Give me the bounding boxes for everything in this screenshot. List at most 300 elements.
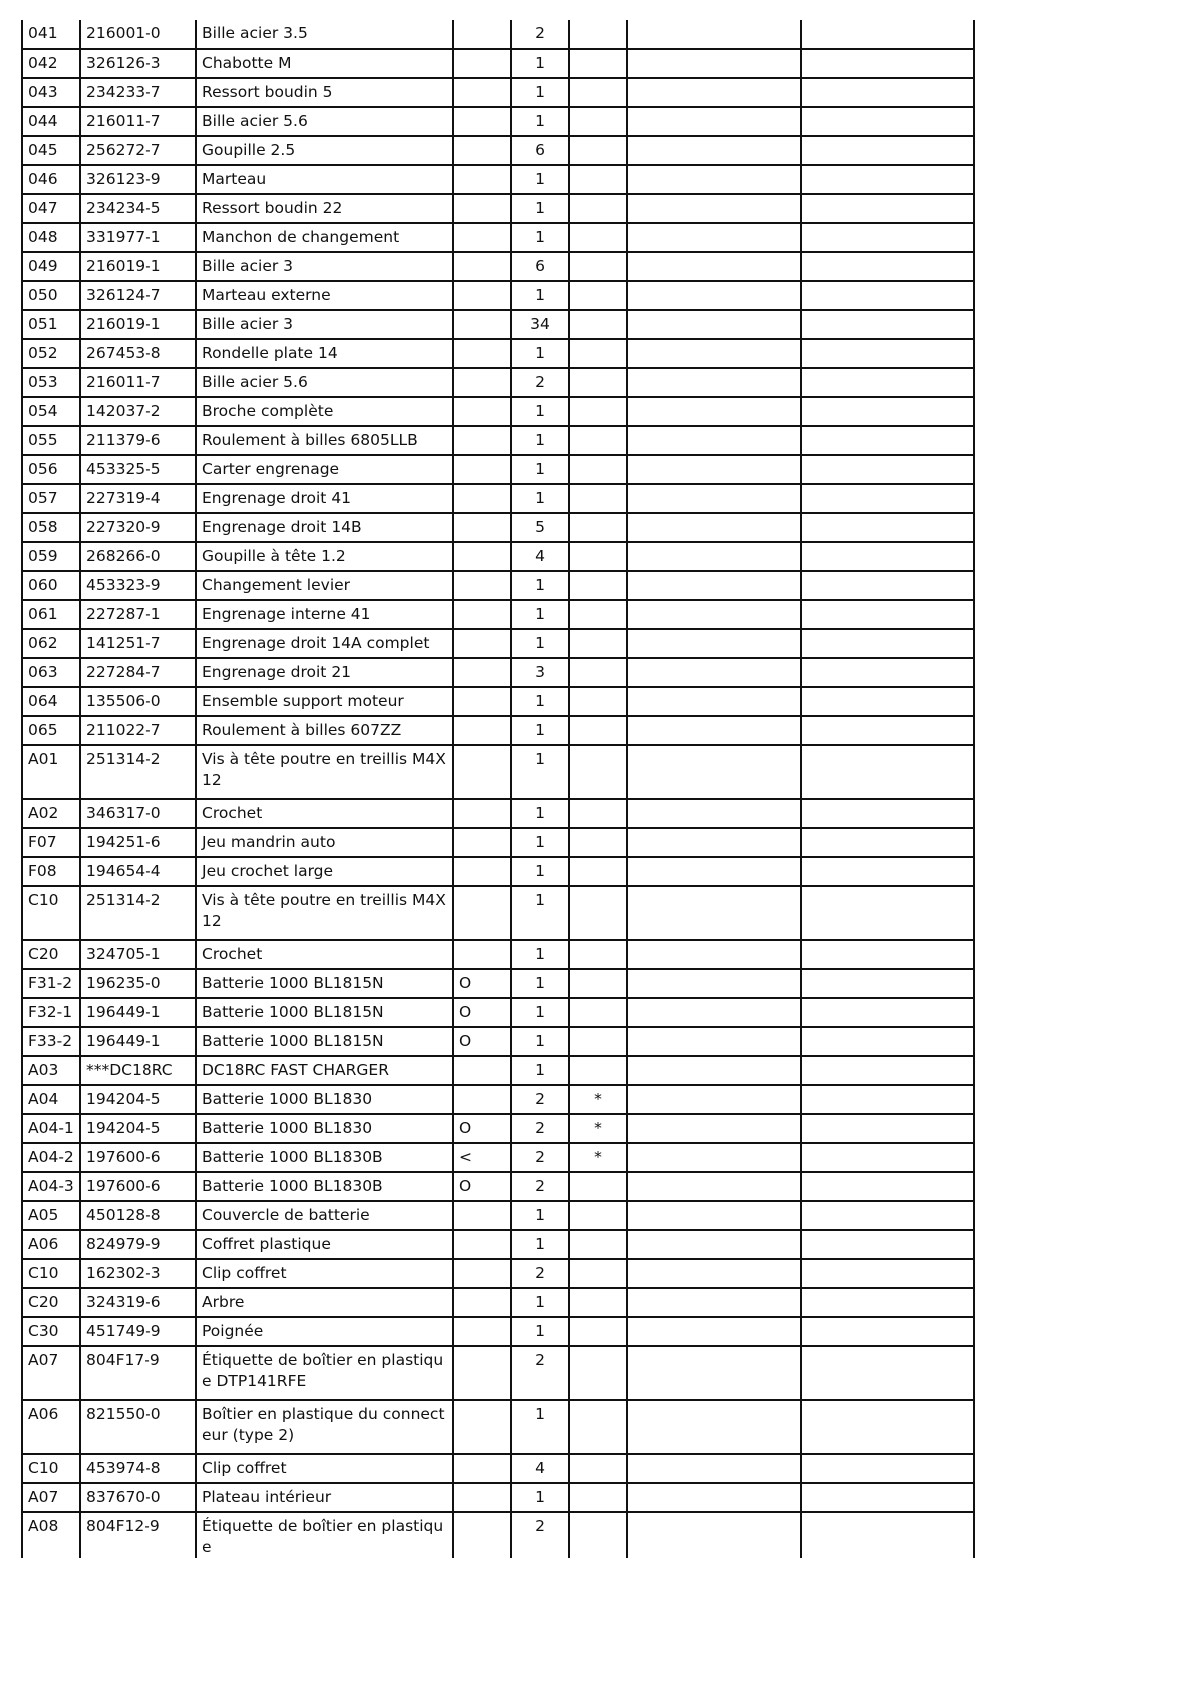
table-row	[22, 571, 974, 600]
note-star-cell	[569, 1317, 627, 1346]
blank-column-7-cell	[627, 484, 801, 513]
blank-column-7-cell	[627, 940, 801, 969]
item-number-cell: A04-2	[22, 1143, 80, 1172]
blank-column-7-cell	[627, 886, 801, 940]
table-row	[22, 484, 974, 513]
note-star-cell	[569, 571, 627, 600]
marker-cell	[453, 49, 511, 78]
marker-cell	[453, 1400, 511, 1454]
quantity-cell: 1	[511, 1317, 569, 1346]
quantity-cell: 1	[511, 1230, 569, 1259]
note-star-cell	[569, 658, 627, 687]
blank-column-8-cell	[801, 716, 974, 745]
note-star-cell	[569, 969, 627, 998]
part-number-cell: 837670-0	[80, 1483, 196, 1512]
blank-column-7-cell	[627, 998, 801, 1027]
blank-column-7-cell	[627, 310, 801, 339]
quantity-cell: 1	[511, 1483, 569, 1512]
part-number-cell: 194204-5	[80, 1085, 196, 1114]
note-star-cell	[569, 998, 627, 1027]
quantity-cell: 1	[511, 1056, 569, 1085]
quantity-cell: 2	[511, 368, 569, 397]
item-number-cell: A07	[22, 1346, 80, 1400]
quantity-cell: 2	[511, 1512, 569, 1558]
description-cell: Clip coffret	[196, 1259, 453, 1288]
marker-cell	[453, 368, 511, 397]
blank-column-7-cell	[627, 20, 801, 49]
marker-cell	[453, 426, 511, 455]
blank-column-7-cell	[627, 252, 801, 281]
note-star-cell	[569, 629, 627, 658]
blank-column-8-cell	[801, 969, 974, 998]
note-star-cell	[569, 828, 627, 857]
item-number-cell: A08	[22, 1512, 80, 1558]
quantity-cell: 1	[511, 1400, 569, 1454]
item-number-cell: 046	[22, 165, 80, 194]
table-row	[22, 658, 974, 687]
part-number-cell: 216011-7	[80, 368, 196, 397]
table-row	[22, 426, 974, 455]
blank-column-8-cell	[801, 629, 974, 658]
blank-column-8-cell	[801, 571, 974, 600]
blank-column-8-cell	[801, 136, 974, 165]
blank-column-7-cell	[627, 1346, 801, 1400]
blank-column-8-cell	[801, 998, 974, 1027]
item-number-cell: 053	[22, 368, 80, 397]
marker-cell	[453, 1259, 511, 1288]
marker-cell: <	[453, 1143, 511, 1172]
note-star-cell	[569, 745, 627, 799]
item-number-cell: 057	[22, 484, 80, 513]
marker-cell: O	[453, 1172, 511, 1201]
blank-column-7-cell	[627, 629, 801, 658]
quantity-cell: 3	[511, 658, 569, 687]
note-star-cell	[569, 455, 627, 484]
blank-column-8-cell	[801, 1454, 974, 1483]
table-row	[22, 136, 974, 165]
marker-cell	[453, 571, 511, 600]
table-row	[22, 1114, 974, 1143]
table-row	[22, 1085, 974, 1114]
table-row	[22, 223, 974, 252]
item-number-cell: 059	[22, 542, 80, 571]
note-star-cell	[569, 136, 627, 165]
table-row	[22, 886, 974, 940]
marker-cell	[453, 339, 511, 368]
part-number-cell: 211379-6	[80, 426, 196, 455]
blank-column-7-cell	[627, 1114, 801, 1143]
item-number-cell: 055	[22, 426, 80, 455]
marker-cell: O	[453, 998, 511, 1027]
table-row	[22, 1027, 974, 1056]
note-star-cell	[569, 513, 627, 542]
table-row	[22, 78, 974, 107]
quantity-cell: 1	[511, 78, 569, 107]
part-number-cell: 197600-6	[80, 1172, 196, 1201]
table-row	[22, 513, 974, 542]
part-number-cell: 821550-0	[80, 1400, 196, 1454]
note-star-cell	[569, 281, 627, 310]
item-number-cell: 043	[22, 78, 80, 107]
blank-column-7-cell	[627, 49, 801, 78]
blank-column-7-cell	[627, 542, 801, 571]
blank-column-8-cell	[801, 1230, 974, 1259]
blank-column-7-cell	[627, 1230, 801, 1259]
description-cell: Étiquette de boîtier en plastique DTP141RFE	[196, 1346, 453, 1400]
note-star-cell: *	[569, 1114, 627, 1143]
description-cell: Marteau	[196, 165, 453, 194]
blank-column-8-cell	[801, 281, 974, 310]
marker-cell	[453, 940, 511, 969]
part-number-cell: 227319-4	[80, 484, 196, 513]
table-row	[22, 339, 974, 368]
description-cell: Roulement à billes 607ZZ	[196, 716, 453, 745]
quantity-cell: 1	[511, 969, 569, 998]
item-number-cell: C10	[22, 886, 80, 940]
quantity-cell: 1	[511, 857, 569, 886]
quantity-cell: 1	[511, 455, 569, 484]
quantity-cell: 6	[511, 252, 569, 281]
quantity-cell: 1	[511, 426, 569, 455]
blank-column-8-cell	[801, 600, 974, 629]
marker-cell	[453, 78, 511, 107]
part-number-cell: 162302-3	[80, 1259, 196, 1288]
item-number-cell: 063	[22, 658, 80, 687]
quantity-cell: 1	[511, 281, 569, 310]
part-number-cell: 142037-2	[80, 397, 196, 426]
blank-column-7-cell	[627, 1056, 801, 1085]
blank-column-8-cell	[801, 1056, 974, 1085]
quantity-cell: 1	[511, 745, 569, 799]
blank-column-7-cell	[627, 687, 801, 716]
part-number-cell: 194204-5	[80, 1114, 196, 1143]
table-row	[22, 252, 974, 281]
part-number-cell: 216001-0	[80, 20, 196, 49]
quantity-cell: 4	[511, 542, 569, 571]
blank-column-8-cell	[801, 799, 974, 828]
note-star-cell	[569, 1400, 627, 1454]
item-number-cell: A07	[22, 1483, 80, 1512]
note-star-cell	[569, 1056, 627, 1085]
part-number-cell: 331977-1	[80, 223, 196, 252]
marker-cell	[453, 281, 511, 310]
marker-cell	[453, 165, 511, 194]
blank-column-7-cell	[627, 799, 801, 828]
note-star-cell	[569, 1288, 627, 1317]
table-row	[22, 1288, 974, 1317]
blank-column-7-cell	[627, 1085, 801, 1114]
note-star-cell	[569, 1172, 627, 1201]
description-cell: Engrenage droit 21	[196, 658, 453, 687]
marker-cell	[453, 455, 511, 484]
marker-cell	[453, 1288, 511, 1317]
description-cell: Couvercle de batterie	[196, 1201, 453, 1230]
part-number-cell: 804F12-9	[80, 1512, 196, 1558]
blank-column-8-cell	[801, 107, 974, 136]
description-cell: Étiquette de boîtier en plastique	[196, 1512, 453, 1558]
item-number-cell: A02	[22, 799, 80, 828]
quantity-cell: 2	[511, 1259, 569, 1288]
table-row	[22, 940, 974, 969]
blank-column-7-cell	[627, 194, 801, 223]
part-number-cell: 453974-8	[80, 1454, 196, 1483]
note-star-cell	[569, 1230, 627, 1259]
item-number-cell: C20	[22, 940, 80, 969]
note-star-cell: *	[569, 1085, 627, 1114]
description-cell: Rondelle plate 14	[196, 339, 453, 368]
marker-cell	[453, 1056, 511, 1085]
description-cell: Batterie 1000 BL1815N	[196, 1027, 453, 1056]
quantity-cell: 1	[511, 194, 569, 223]
blank-column-7-cell	[627, 1317, 801, 1346]
item-number-cell: 065	[22, 716, 80, 745]
marker-cell	[453, 799, 511, 828]
description-cell: Batterie 1000 BL1830	[196, 1114, 453, 1143]
blank-column-7-cell	[627, 1027, 801, 1056]
quantity-cell: 4	[511, 1454, 569, 1483]
description-cell: Engrenage interne 41	[196, 600, 453, 629]
description-cell: Batterie 1000 BL1830B	[196, 1172, 453, 1201]
blank-column-7-cell	[627, 513, 801, 542]
note-star-cell	[569, 223, 627, 252]
table-row	[22, 716, 974, 745]
quantity-cell: 5	[511, 513, 569, 542]
table-row	[22, 542, 974, 571]
marker-cell	[453, 1085, 511, 1114]
note-star-cell	[569, 368, 627, 397]
table-row	[22, 600, 974, 629]
item-number-cell: A04-1	[22, 1114, 80, 1143]
note-star-cell	[569, 857, 627, 886]
item-number-cell: 060	[22, 571, 80, 600]
part-number-cell: 453325-5	[80, 455, 196, 484]
quantity-cell: 1	[511, 339, 569, 368]
table-row	[22, 828, 974, 857]
marker-cell	[453, 716, 511, 745]
description-cell: Manchon de changement	[196, 223, 453, 252]
blank-column-8-cell	[801, 455, 974, 484]
blank-column-7-cell	[627, 969, 801, 998]
blank-column-8-cell	[801, 828, 974, 857]
blank-column-8-cell	[801, 1288, 974, 1317]
note-star-cell	[569, 716, 627, 745]
blank-column-7-cell	[627, 571, 801, 600]
table-row	[22, 107, 974, 136]
blank-column-8-cell	[801, 426, 974, 455]
description-cell: Bille acier 5.6	[196, 368, 453, 397]
note-star-cell	[569, 1027, 627, 1056]
quantity-cell: 1	[511, 886, 569, 940]
blank-column-7-cell	[627, 1201, 801, 1230]
marker-cell	[453, 687, 511, 716]
quantity-cell: 2	[511, 1346, 569, 1400]
blank-column-7-cell	[627, 368, 801, 397]
description-cell: DC18RC FAST CHARGER	[196, 1056, 453, 1085]
quantity-cell: 1	[511, 49, 569, 78]
description-cell: Ensemble support moteur	[196, 687, 453, 716]
part-number-cell: 216011-7	[80, 107, 196, 136]
part-number-cell: 216019-1	[80, 252, 196, 281]
table-row	[22, 799, 974, 828]
blank-column-7-cell	[627, 857, 801, 886]
part-number-cell: 324319-6	[80, 1288, 196, 1317]
note-star-cell	[569, 78, 627, 107]
blank-column-7-cell	[627, 78, 801, 107]
item-number-cell: F07	[22, 828, 80, 857]
part-number-cell: 324705-1	[80, 940, 196, 969]
blank-column-8-cell	[801, 1114, 974, 1143]
table-row	[22, 1172, 974, 1201]
description-cell: Batterie 1000 BL1830	[196, 1085, 453, 1114]
part-number-cell: 326124-7	[80, 281, 196, 310]
part-number-cell: 211022-7	[80, 716, 196, 745]
table-row	[22, 998, 974, 1027]
part-number-cell: 234234-5	[80, 194, 196, 223]
note-star-cell	[569, 1259, 627, 1288]
quantity-cell: 2	[511, 1143, 569, 1172]
quantity-cell: 1	[511, 1027, 569, 1056]
description-cell: Crochet	[196, 799, 453, 828]
table-row	[22, 857, 974, 886]
item-number-cell: F31-2	[22, 969, 80, 998]
marker-cell	[453, 886, 511, 940]
description-cell: Marteau externe	[196, 281, 453, 310]
description-cell: Carter engrenage	[196, 455, 453, 484]
blank-column-7-cell	[627, 165, 801, 194]
blank-column-8-cell	[801, 1143, 974, 1172]
item-number-cell: A04	[22, 1085, 80, 1114]
description-cell: Goupille 2.5	[196, 136, 453, 165]
note-star-cell	[569, 397, 627, 426]
part-number-cell: 196449-1	[80, 1027, 196, 1056]
item-number-cell: 056	[22, 455, 80, 484]
quantity-cell: 34	[511, 310, 569, 339]
quantity-cell: 2	[511, 1114, 569, 1143]
item-number-cell: 050	[22, 281, 80, 310]
item-number-cell: F08	[22, 857, 80, 886]
description-cell: Roulement à billes 6805LLB	[196, 426, 453, 455]
quantity-cell: 1	[511, 1288, 569, 1317]
description-cell: Broche complète	[196, 397, 453, 426]
item-number-cell: 049	[22, 252, 80, 281]
table-row	[22, 1512, 974, 1558]
blank-column-8-cell	[801, 1346, 974, 1400]
note-star-cell	[569, 426, 627, 455]
parts-table	[21, 20, 975, 1558]
quantity-cell: 1	[511, 799, 569, 828]
blank-column-8-cell	[801, 397, 974, 426]
quantity-cell: 2	[511, 1172, 569, 1201]
table-row	[22, 194, 974, 223]
note-star-cell	[569, 1483, 627, 1512]
note-star-cell	[569, 107, 627, 136]
quantity-cell: 1	[511, 828, 569, 857]
item-number-cell: 045	[22, 136, 80, 165]
parts-table-body	[22, 20, 974, 1558]
note-star-cell	[569, 194, 627, 223]
quantity-cell: 1	[511, 600, 569, 629]
marker-cell	[453, 397, 511, 426]
table-row	[22, 1454, 974, 1483]
item-number-cell: A01	[22, 745, 80, 799]
part-number-cell: 251314-2	[80, 886, 196, 940]
marker-cell	[453, 310, 511, 339]
description-cell: Ressort boudin 22	[196, 194, 453, 223]
marker-cell	[453, 1483, 511, 1512]
quantity-cell: 1	[511, 687, 569, 716]
blank-column-8-cell	[801, 1512, 974, 1558]
blank-column-8-cell	[801, 1259, 974, 1288]
note-star-cell	[569, 1454, 627, 1483]
part-number-cell: 196235-0	[80, 969, 196, 998]
marker-cell	[453, 1512, 511, 1558]
table-row	[22, 1483, 974, 1512]
blank-column-8-cell	[801, 194, 974, 223]
part-number-cell: 141251-7	[80, 629, 196, 658]
blank-column-8-cell	[801, 20, 974, 49]
table-row	[22, 281, 974, 310]
table-row	[22, 455, 974, 484]
marker-cell	[453, 223, 511, 252]
part-number-cell: 135506-0	[80, 687, 196, 716]
description-cell: Batterie 1000 BL1815N	[196, 998, 453, 1027]
note-star-cell	[569, 600, 627, 629]
part-number-cell: 804F17-9	[80, 1346, 196, 1400]
marker-cell	[453, 857, 511, 886]
description-cell: Clip coffret	[196, 1454, 453, 1483]
description-cell: Jeu mandrin auto	[196, 828, 453, 857]
table-row	[22, 745, 974, 799]
quantity-cell: 1	[511, 397, 569, 426]
part-number-cell: 326126-3	[80, 49, 196, 78]
item-number-cell: C10	[22, 1259, 80, 1288]
table-row	[22, 368, 974, 397]
note-star-cell	[569, 339, 627, 368]
table-row	[22, 629, 974, 658]
item-number-cell: 054	[22, 397, 80, 426]
blank-column-8-cell	[801, 368, 974, 397]
marker-cell	[453, 252, 511, 281]
item-number-cell: 048	[22, 223, 80, 252]
blank-column-7-cell	[627, 1143, 801, 1172]
note-star-cell	[569, 687, 627, 716]
blank-column-7-cell	[627, 1400, 801, 1454]
blank-column-8-cell	[801, 1085, 974, 1114]
item-number-cell: A05	[22, 1201, 80, 1230]
part-number-cell: 227320-9	[80, 513, 196, 542]
blank-column-7-cell	[627, 716, 801, 745]
item-number-cell: F33-2	[22, 1027, 80, 1056]
marker-cell	[453, 20, 511, 49]
part-number-cell: 268266-0	[80, 542, 196, 571]
blank-column-8-cell	[801, 252, 974, 281]
blank-column-7-cell	[627, 281, 801, 310]
item-number-cell: 062	[22, 629, 80, 658]
part-number-cell: 267453-8	[80, 339, 196, 368]
marker-cell	[453, 107, 511, 136]
marker-cell: O	[453, 969, 511, 998]
part-number-cell: 326123-9	[80, 165, 196, 194]
note-star-cell	[569, 1512, 627, 1558]
note-star-cell	[569, 542, 627, 571]
table-row	[22, 20, 974, 49]
item-number-cell: 052	[22, 339, 80, 368]
description-cell: Ressort boudin 5	[196, 78, 453, 107]
table-row	[22, 969, 974, 998]
marker-cell	[453, 1230, 511, 1259]
blank-column-7-cell	[627, 397, 801, 426]
item-number-cell: 064	[22, 687, 80, 716]
